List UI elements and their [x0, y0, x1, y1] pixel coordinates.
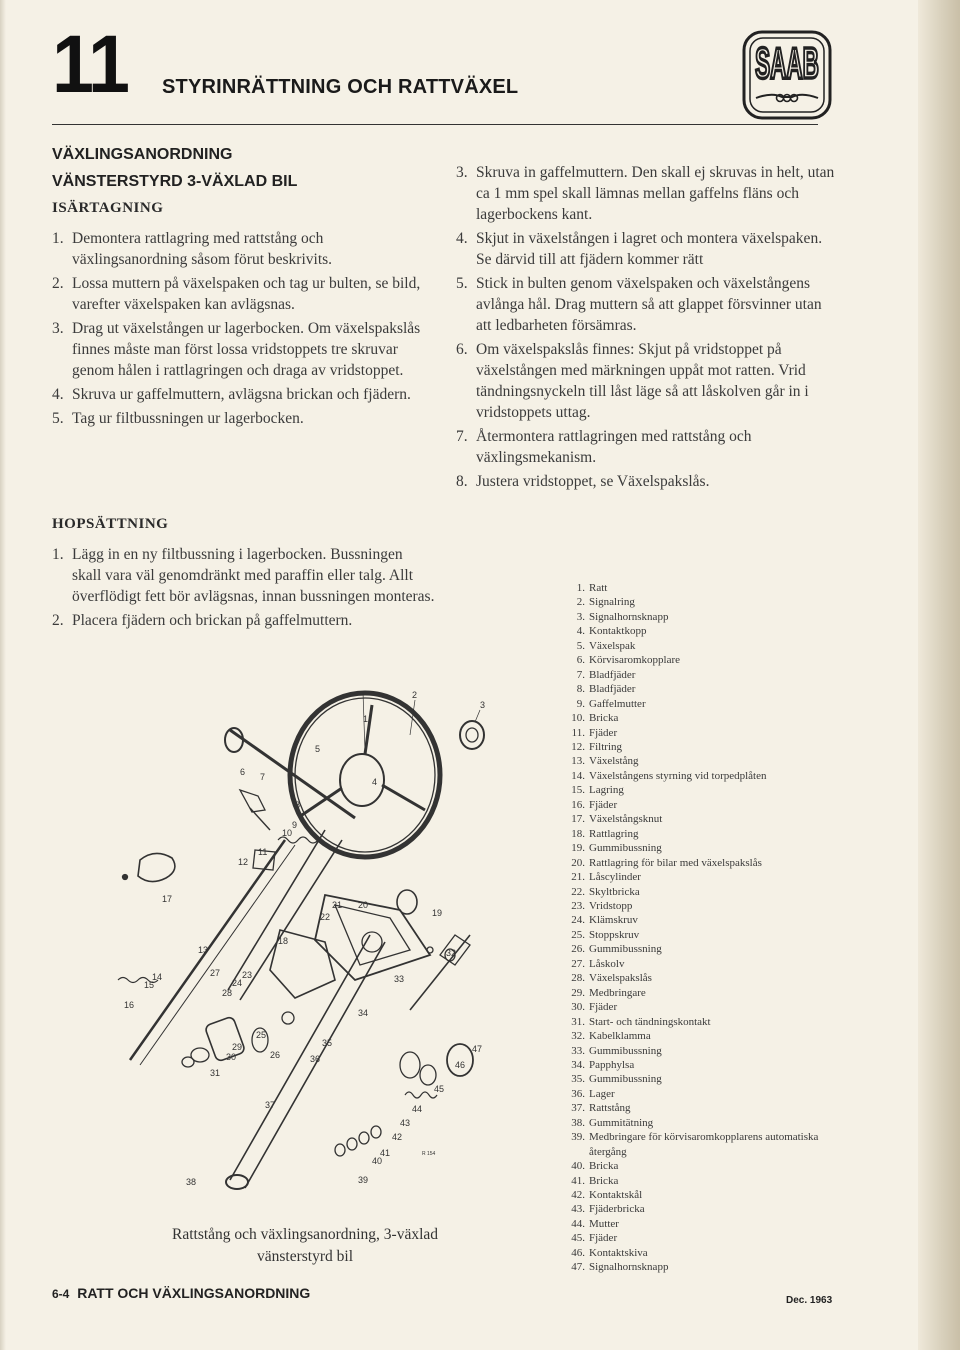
- list-item: 24. Klämskruv: [571, 914, 638, 927]
- list-item: 20. Rattlagring för bilar med växelspakslås: [571, 856, 762, 869]
- footer-page-ref: 6-4: [52, 1287, 70, 1301]
- list-item: 13. Växelstång: [571, 755, 639, 768]
- callout-3: 3: [480, 700, 486, 710]
- figure-ref-code: R 154: [422, 1151, 436, 1157]
- list-item: 27. Låskolv: [571, 957, 625, 970]
- callout-46: 46: [455, 1060, 466, 1070]
- callout-18: 18: [278, 936, 289, 946]
- list-item: 16. Fjäder: [571, 798, 618, 811]
- callout-9: 9: [292, 820, 298, 830]
- list-item: 15. Lagring: [571, 784, 624, 797]
- callout-1: 1: [363, 714, 369, 724]
- list-item: 38. Gummitätning: [571, 1116, 654, 1129]
- callout-19: 19: [432, 908, 443, 918]
- list-item: 7. Bladfjäder: [576, 668, 636, 681]
- list-item: 44. Mutter: [571, 1217, 619, 1230]
- list-item: 17. Växelstångsknut: [571, 813, 663, 826]
- callout-8: 8: [295, 800, 301, 810]
- callout-33: 33: [394, 974, 405, 984]
- callout-41: 41: [380, 1148, 391, 1158]
- footer-section: [52, 1285, 310, 1301]
- callout-39: 39: [358, 1175, 369, 1185]
- callout-32: 32: [446, 948, 457, 958]
- figure-caption: Rattstång och växlingsanordning, 3-växlad vänsterstyrd bil: [171, 1226, 439, 1265]
- callout-38: 38: [186, 1177, 197, 1187]
- parts-list: [561, 581, 849, 1275]
- assembly-steps: [52, 544, 435, 631]
- list-item: 21. Låscylinder: [571, 871, 641, 884]
- list-item: 25. Stoppskruv: [571, 928, 640, 941]
- list-item: 6. Körvisaromkopplare: [576, 654, 681, 667]
- disassembly-steps: [52, 228, 435, 429]
- list-item: 12. Filtring: [571, 740, 623, 753]
- list-item: 1. Lägg in en ny filtbussning i lagerbocken. Bussningen skall vara väl genomdränkt med paraffin eller talg. Allt överflödigt fett bör avlägsnas, innan bussningen monteras.: [52, 546, 435, 605]
- list-item: 8. Bladfjäder: [576, 683, 636, 696]
- callout-29: 29: [232, 1042, 243, 1052]
- callout-7: 7: [260, 772, 266, 782]
- disassembly-heading: ISÄRTAGNING: [52, 200, 164, 216]
- callout-35: 35: [322, 1038, 333, 1048]
- list-item: 47. Signalhornsknapp: [571, 1261, 669, 1274]
- list-item: 37. Rattstång: [571, 1102, 631, 1115]
- callout-34: 34: [358, 1008, 369, 1018]
- list-item: 39. Medbringare för körvisaromkopplarens automatiska återgång: [571, 1131, 819, 1158]
- footer-date: Dec. 1963: [786, 1295, 833, 1306]
- callout-24: 24: [232, 978, 243, 988]
- callout-30: 30: [226, 1052, 237, 1062]
- callout-22: 22: [320, 912, 331, 922]
- callout-16: 16: [124, 1000, 135, 1010]
- list-item: 4. Skruva ur gaffelmuttern, avlägsna brickan och fjädern.: [52, 386, 411, 403]
- list-item: 7. Återmontera rattlagringen med rattstång och växlingsmekanism.: [456, 428, 752, 466]
- list-item: 2. Signalring: [576, 596, 635, 609]
- list-item: 32. Kabelklamma: [571, 1030, 651, 1043]
- chapter-number: 11: [52, 19, 129, 110]
- list-item: 5. Växelspak: [576, 639, 636, 652]
- list-item: 29. Medbringare: [571, 986, 646, 999]
- callout-44: 44: [412, 1104, 423, 1114]
- callout-6: 6: [240, 767, 246, 777]
- footer-section-name: RATT OCH VÄXLINGSANORDNING: [77, 1285, 311, 1301]
- list-item: 3. Drag ut växelstången ur lagerbocken. Om växelspakslås finnes måste man först lossa vridstoppets tre skruvar genom hålen i rattlagringen och draga av vridstoppet.: [52, 320, 421, 379]
- reassembly-steps-continued: [456, 162, 838, 492]
- list-item: 33. Gummibussning: [571, 1044, 662, 1057]
- callout-12: 12: [238, 857, 249, 867]
- list-item: 5. Tag ur filtbussningen ur lagerbocken.: [52, 410, 304, 427]
- list-item: 34. Papphylsa: [571, 1058, 635, 1071]
- list-item: 19. Gummibussning: [571, 842, 662, 855]
- callout-40: 40: [372, 1156, 383, 1166]
- list-item: 8. Justera vridstoppet, se Växelspakslås.: [456, 473, 710, 490]
- callout-5: 5: [315, 744, 321, 754]
- callout-28: 28: [222, 988, 233, 998]
- callout-26: 26: [270, 1050, 281, 1060]
- list-item: 3. Skruva in gaffelmuttern. Den skall ej skruvas in helt, utan ca 1 mm spel skall lämnas mellan gaffelns fläns och lagerbockens kant.: [456, 164, 835, 223]
- callout-15: 15: [144, 980, 155, 990]
- list-item: 26. Gummibussning: [571, 943, 662, 956]
- callout-4: 4: [372, 777, 378, 787]
- callout-11: 11: [258, 847, 268, 857]
- chapter-title: STYRINRÄTTNING OCH RATTVÄXEL: [162, 76, 519, 98]
- callout-2: 2: [412, 690, 418, 700]
- list-item: 30. Fjäder: [571, 1001, 618, 1014]
- list-item: 9. Gaffelmutter: [576, 697, 646, 710]
- callout-10: 10: [282, 828, 293, 838]
- list-item: 22. Skyltbricka: [571, 885, 640, 898]
- list-item: 14. Växelstångens styrning vid torpedplåten: [571, 769, 767, 782]
- list-item: 40. Bricka: [571, 1160, 619, 1173]
- list-item: 11. Fjäder: [571, 726, 618, 739]
- saab-logo: [742, 30, 832, 120]
- list-item: 18. Rattlagring: [571, 827, 639, 840]
- callout-23: 23: [242, 970, 253, 980]
- list-item: 5. Stick in bulten genom växelspaken och växelstångens avlånga hål. Drag muttern så att glappet försvinner utan att ledbarheten försämras.: [456, 275, 822, 334]
- callout-47: 47: [472, 1044, 483, 1054]
- list-item: 4. Kontaktkopp: [576, 625, 647, 638]
- callout-43: 43: [400, 1118, 411, 1128]
- section-title: VÄXLINGSANORDNING: [52, 146, 233, 163]
- callout-36: 36: [310, 1054, 321, 1064]
- page-left-edge: [0, 0, 6, 1350]
- list-item: 46. Kontaktskiva: [571, 1246, 648, 1259]
- list-item: 43. Fjäderbricka: [571, 1203, 645, 1216]
- assembly-heading: HOPSÄTTNING: [52, 516, 169, 532]
- list-item: 28. Växelspakslås: [571, 972, 652, 985]
- header-rule: [52, 124, 818, 125]
- callout-37: 37: [265, 1100, 276, 1110]
- callout-21: 21: [332, 900, 343, 910]
- page-right-edge-shadow: [918, 0, 960, 1350]
- callout-14: 14: [152, 972, 163, 982]
- diagram-callouts: [124, 690, 485, 1187]
- logo-text: SAAB: [755, 40, 819, 89]
- callout-45: 45: [434, 1084, 445, 1094]
- list-item: 2. Lossa muttern på växelspaken och tag ur bulten, se bild, varefter växelspaken kan avlägsnas.: [52, 275, 421, 313]
- callout-20: 20: [358, 900, 369, 910]
- exploded-diagram: [110, 680, 500, 1210]
- section-subtitle: VÄNSTERSTYRD 3-VÄXLAD BIL: [52, 173, 298, 190]
- list-item: 1. Demontera rattlagring med rattstång och växlingsanordning såsom förut beskrivits.: [52, 230, 333, 268]
- callout-17: 17: [162, 894, 173, 904]
- list-item: 3. Signalhornsknapp: [576, 610, 669, 623]
- callout-27: 27: [210, 968, 221, 978]
- list-item: 45. Fjäder: [571, 1232, 618, 1245]
- list-item: 6. Om växelspakslås finnes: Skjut på vridstoppet på växelstången med märkningen uppåt mot ratten. Vrid tändningsnyckeln till låst läge så att låskolven går in i vridstoppets uttag.: [456, 341, 809, 421]
- list-item: 4. Skjut in växelstången i lagret och montera växelspaken. Se därvid till att fjädern kommer rätt: [456, 230, 823, 268]
- list-item: 2. Placera fjädern och brickan på gaffelmuttern.: [52, 612, 353, 629]
- list-item: 1. Ratt: [576, 582, 608, 594]
- callout-25: 25: [256, 1030, 267, 1040]
- list-item: 36. Lager: [571, 1087, 615, 1100]
- list-item: 41. Bricka: [571, 1174, 619, 1187]
- callout-42: 42: [392, 1132, 403, 1142]
- callout-31: 31: [210, 1068, 221, 1078]
- list-item: 35. Gummibussning: [571, 1073, 662, 1086]
- list-item: 42. Kontaktskål: [571, 1189, 643, 1202]
- callout-13: 13: [198, 945, 209, 955]
- list-item: 23. Vridstopp: [571, 899, 633, 912]
- list-item: 10. Bricka: [571, 712, 619, 725]
- list-item: 31. Start- och tändningskontakt: [571, 1015, 711, 1028]
